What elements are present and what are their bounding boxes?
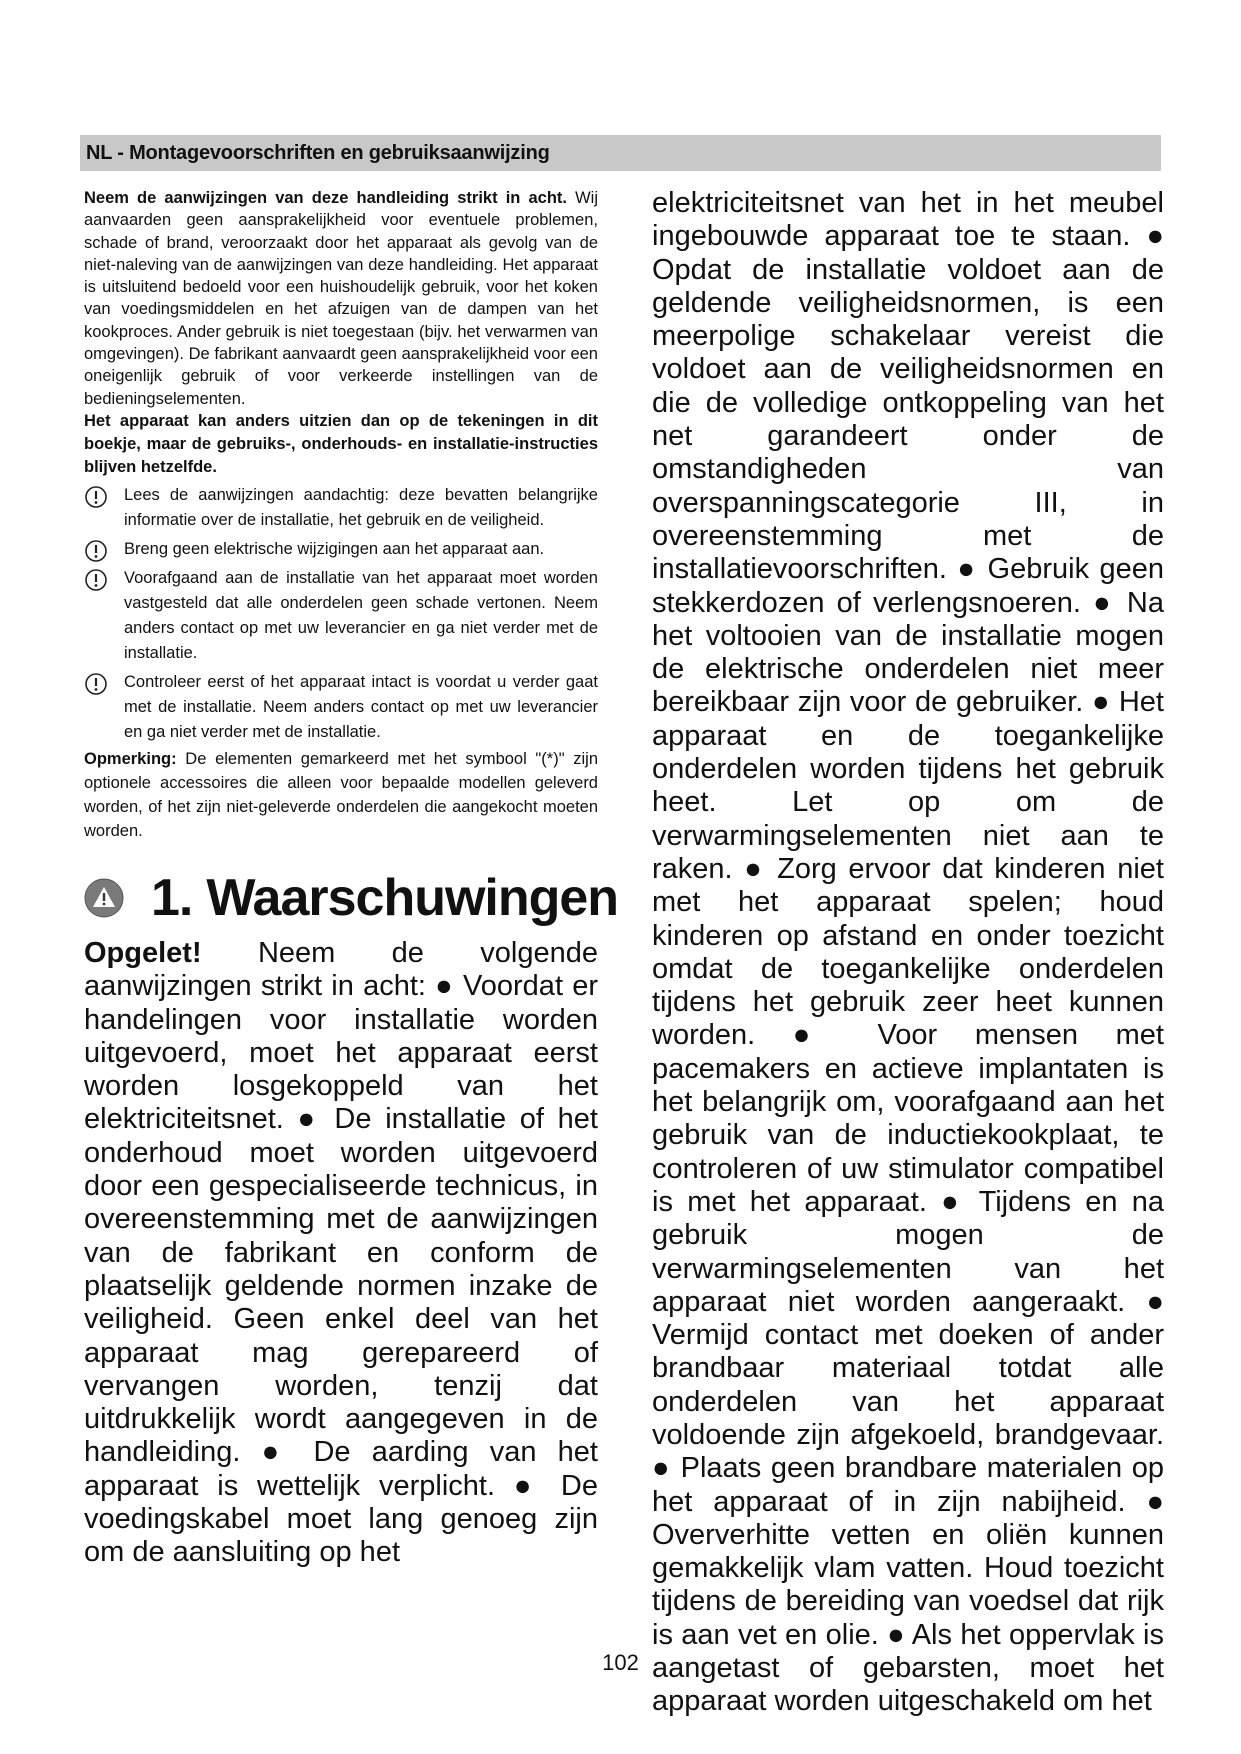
section-body-left: Neem de volgende aanwijzingen strikt in acht: ● Voordat er handelingen voor installatie worden uitgevoerd, moet het apparaat eerst worden losgekoppeld van het elektriciteitsnet. ● De installatie of het onderhoud moet worden uitgevoerd door een gespecialiseerde technicus, in overeenstemming met de aanwijzingen van de fabrikant en conform de plaatselijk geldende normen inzake de veiligheid. Geen enkel deel van het apparaat mag gerepareerd of vervangen worden, tenzij dat uitdrukkelijk wordt aangegeven in de handleiding. ● De aarding van het apparaat is wettelijk verplicht. ● De voedingskabel moet lang genoeg zijn om de aansluiting op het: [84, 936, 598, 1569]
warning-text: Lees de aanwijzingen aandachtig: deze bevatten belangrijke informatie over de installatie, het gebruik en de veiligheid.: [124, 485, 598, 529]
warning-circle-icon: [84, 485, 108, 509]
right-column: [652, 187, 1164, 1719]
section-heading: [84, 865, 619, 931]
section-header-bar: [80, 135, 1161, 171]
drawing-notice: Het apparaat kan anders uitzien dan op de tekeningen in dit boekje, maar de gebruiks-, onderhouds- en installatie-instructies blijven hetzelfde.: [84, 411, 598, 476]
section-lead-bold: Opgelet!: [84, 936, 202, 969]
warning-circle-icon: [84, 539, 108, 563]
section-title: Waarschuwingen: [206, 868, 619, 927]
warning-circle-icon: [84, 672, 108, 696]
warning-text: Voorafgaand aan de installatie van het apparaat moet worden vastgesteld dat alle onderdelen geen schade vertonen. Neem anders contact op met uw leverancier en ga niet verder met de installatie.: [124, 568, 598, 662]
note-paragraph: [84, 747, 598, 843]
warning-item: [84, 670, 598, 745]
warning-item: [84, 537, 598, 562]
note-text: De elementen gemarkeerd met het symbool "(*)" zijn optionele accessoires die alleen voor bepaalde modellen geleverd worden, of het zijn niet-geleverde onderdelen die aangekocht moeten worden.: [84, 749, 598, 840]
warning-text: Controleer eerst of het apparaat intact is voordat u verder gaat met de installatie. Neem anders contact op met uw leverancier en ga niet verder met de installatie.: [124, 672, 598, 741]
section-body-right: elektriciteitsnet van het in het meubel ingebouwde apparaat toe te staan. ● Opdat de installatie voldoet aan de geldende veiligheidsnormen, is een meerpolige schakelaar vereist die voldoet aan de veiligheidsnormen en die de volledige ontkoppeling van het net garandeert onder de omstandigheden van overspanningscategorie III, in overeenstemming met de installatievoorschriften. ● Gebruik geen stekkerdozen of verlengsnoeren. ● Na het voltooien van de installatie mogen de elektrische onderdelen niet meer bereikbaar zijn voor de gebruiker. ● Het apparaat en de toegankelijke onderdelen worden tijdens het gebruik heet. Let op om de verwarmingselementen niet aan te raken. ● Zorg ervoor dat kinderen niet met het apparaat spelen; houd kinderen op afstand en onder toezicht omdat de toegankelijke onderdelen tijdens het gebruik zeer heet kunnen worden. ● Voor mensen met pacemakers en actieve implantaten is het belangrijk om, voorafgaand aan het gebruik van de inductiekookplaat, te controleren of uw stimulator compatibel is met het apparaat. ● Tijdens en na gebruik mogen de verwarmingselementen van het apparaat niet worden aangeraakt. ● Vermijd contact met doeken of ander brandbaar materiaal totdat alle onderdelen van het apparaat voldoende zijn afgekoeld, brandgevaar. ● Plaats geen brandbare materialen op het apparaat of in zijn nabijheid. ● Oververhitte vetten en oliën kunnen gemakkelijk vlam vatten. Houd toezicht tijdens de bereiding van voedsel dat rijk is aan vet en olie. ● Als het oppervlak is aangetast of gebarsten, moet het apparaat worden uitgeschakeld om het: [652, 187, 1164, 1718]
intro-paragraph: [84, 187, 598, 410]
warning-item: [84, 566, 598, 666]
warning-circle-icon: [84, 568, 108, 592]
page-number: 102: [602, 1650, 639, 1675]
intro-bold-lead: Neem de aanwijzingen van deze handleiding strikt in acht.: [84, 189, 567, 207]
intro-text: Wij aanvaarden geen aansprakelijkheid voor eventuele problemen, schade of brand, veroorzaakt door het apparaat als gevolg van de niet-naleving van de aanwijzingen van deze handleiding. Het apparaat is uitsluitend bedoeld voor een huishoudelijk gebruik, voor het koken van voedingsmiddelen en het afzuigen van de dampen van het kookproces. Ander gebruik is niet toegestaan (bijv. het verwarmen van omgevingen). De fabrikant aanvaardt geen aansprakelijkheid voor een oneigenlijk gebruik of voor verkeerde instellingen van de bedieningselementen.: [84, 189, 599, 408]
warning-item: [84, 483, 598, 533]
left-column: [84, 187, 619, 1570]
note-label: Opmerking:: [84, 749, 177, 768]
section-left-text: [84, 937, 598, 1570]
section-number: 1.: [151, 868, 193, 927]
warning-triangle-icon: [84, 878, 124, 918]
warning-text: Breng geen elektrische wijzigingen aan het apparaat aan.: [124, 539, 545, 558]
header-title: NL - Montagevoorschriften en gebruiksaanwijzing: [86, 142, 550, 164]
